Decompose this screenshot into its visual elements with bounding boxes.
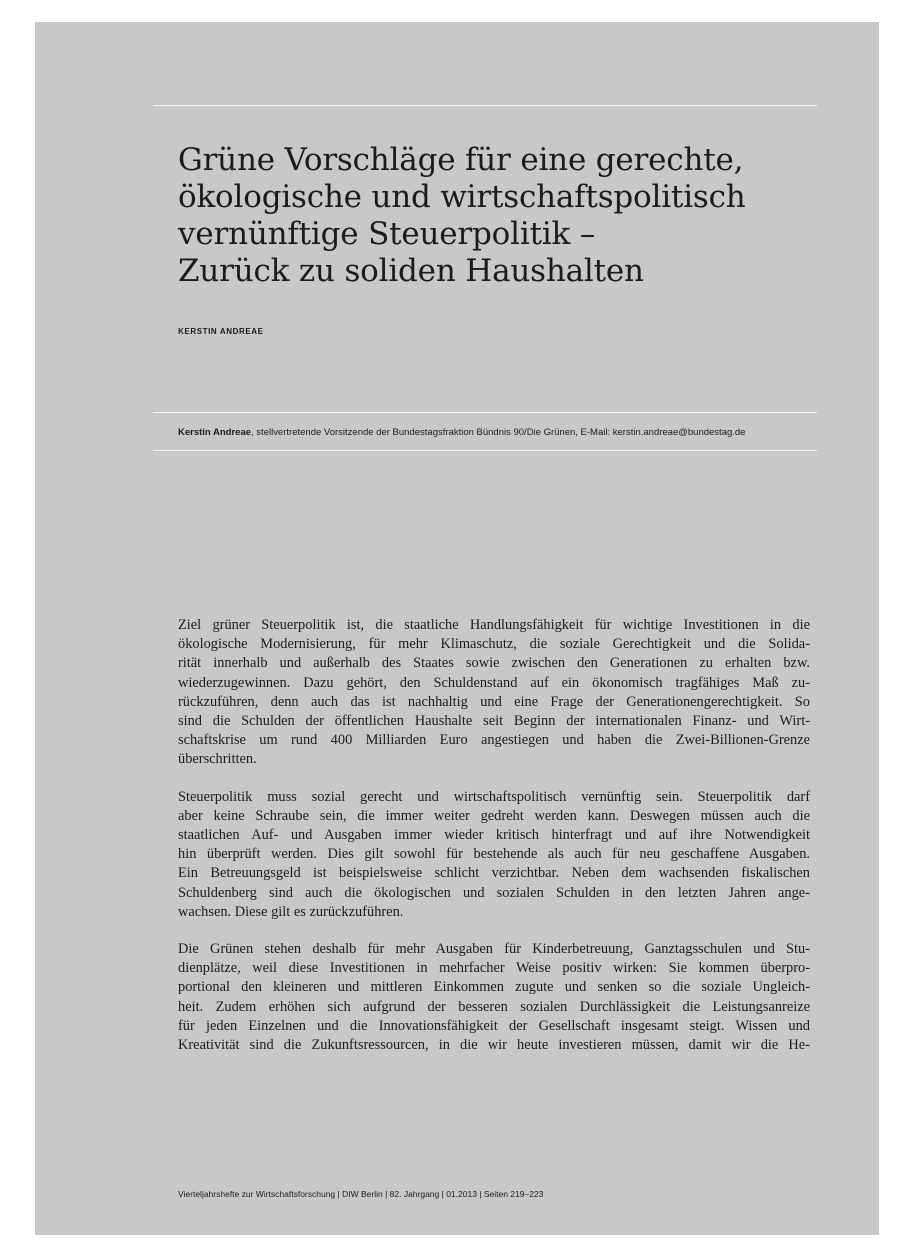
body-paragraph (178, 788, 810, 922)
body-line: hin überprüft werden. Dies gilt sowohl für bestehende als auch für neu geschaffene Ausgaben. (178, 846, 810, 863)
body-paragraph (178, 940, 810, 1055)
title-line: ökologische und wirtschaftspolitisch (178, 179, 746, 215)
body-line: ökologische Modernisierung, für mehr Klimaschutz, die soziale Gerechtigkeit und die Solida- (178, 636, 810, 653)
body-line: Ein Betreuungsgeld ist beispielsweise schlicht verzichtbar. Neben dem wachsenden fiskalischen (178, 865, 810, 882)
body-line: wachsen. Diese gilt es zurückzuführen. (178, 903, 404, 920)
affiliation-name: Kerstin Andreae (178, 427, 252, 438)
paper-page (35, 22, 879, 1235)
body-paragraph (178, 616, 810, 770)
body-line: wiederzugewinnen. Dazu gehört, den Schuldenstand auf ein ökonomisch tragfähiges Maß zu- (178, 674, 810, 691)
author-affiliation (178, 427, 838, 438)
author-name: KERSTIN ANDREAE (178, 327, 264, 336)
body-line: Ziel grüner Steuerpolitik ist, die staatliche Handlungsfähigkeit für wichtige Investitionen in die (178, 617, 810, 633)
title-line: Zurück zu soliden Haushalten (178, 253, 644, 289)
body-line: überschritten. (178, 751, 257, 768)
body-line: Schuldenberg sind auch die ökologischen und sozialen Schulden in den letzten Jahren ange- (178, 884, 810, 901)
body-line: Steuerpolitik muss sozial gerecht und wirtschaftspolitisch vernünftig sein. Steuerpolitik darf (178, 788, 810, 805)
body-line: für jeden Einzelnen und die Innovationsfähigkeit der Gesellschaft insgesamt steigt. Wissen und (178, 1017, 810, 1034)
title-line: vernünftige Steuerpolitik – (178, 216, 596, 252)
affiliation-text: , stellvertretende Vorsitzende der Bundestagsfraktion Bündnis 90/Die Grünen, E-Mail: kerstin.andreae@bundestag.de (251, 427, 746, 438)
body-line: rität innerhalb und außerhalb des Staates sowie zwischen den Generationen zu erhalten bzw. (178, 655, 810, 672)
body-line: portional den kleineren und mittleren Einkommen zugute und senken so die soziale Ungleich- (178, 979, 810, 996)
top-rule (153, 105, 817, 106)
article-body (178, 616, 810, 1073)
body-line: Die Grünen stehen deshalb für mehr Ausgaben für Kinderbetreuung, Ganztagsschulen und Stu- (178, 941, 810, 958)
body-line: sind die Schulden der öffentlichen Haushalte seit Beginn der internationalen Finanz- und Wirt- (178, 713, 810, 730)
title-line: Grüne Vorschläge für eine gerechte, (178, 142, 744, 178)
affiliation-rule-bottom (153, 450, 817, 451)
body-line: dienplätze, weil diese Investitionen in mehrfacher Weise positiv wirken: Sie kommen überpro- (178, 960, 810, 977)
body-line: aber keine Schraube sein, die immer weiter gedreht werden kann. Deswegen müssen auch die (178, 807, 810, 824)
body-line: staatlichen Auf- und Ausgaben immer wieder kritisch hinterfragt und auf ihre Notwendigkeit (178, 827, 810, 844)
body-line: heit. Zudem erhöhen sich aufgrund der besseren sozialen Durchlässigkeit die Leistungsanreize (178, 998, 810, 1015)
affiliation-rule-top (153, 412, 817, 413)
body-line: Kreativität sind die Zukunftsressourcen, in die wir heute investieren müssen, damit wir die He- (178, 1037, 810, 1054)
article-title (178, 142, 838, 290)
body-line: rückzuführen, denn auch das ist nachhaltig und eine Frage der Generationengerechtigkeit. So (178, 693, 810, 710)
body-line: schaftskrise um rund 400 Milliarden Euro angestiegen und haben die Zwei-Billionen-Grenze (178, 732, 810, 749)
journal-footer: Vierteljahrshefte zur Wirtschaftsforschung | DIW Berlin | 82. Jahrgang | 01.2013 | Seiten 219–223 (178, 1189, 544, 1199)
